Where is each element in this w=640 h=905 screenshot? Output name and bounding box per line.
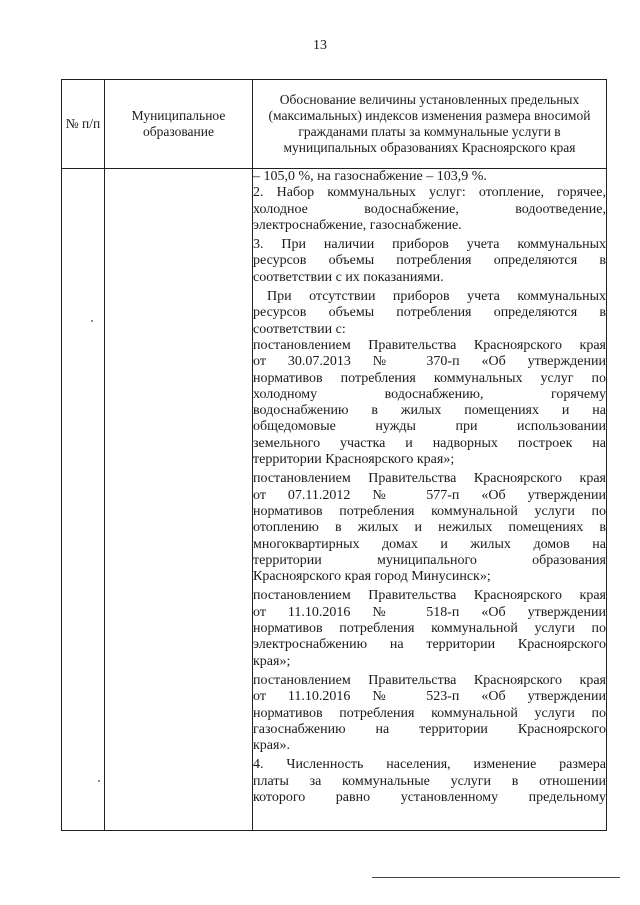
justification-text	[253, 169, 606, 806]
text-line: постановлением Правительства Красноярского края	[253, 471, 606, 487]
text-line: края»;	[253, 653, 291, 669]
text-line: нормативов потребления коммунальных услуг по	[253, 370, 606, 386]
text-line: электроснабжению на территории Красноярского	[253, 637, 606, 653]
text-line: нормативов потребления коммунальной услуги по	[253, 705, 606, 721]
text-line: от 11.10.2016 № 523-п «Об утверждении	[253, 689, 606, 705]
text-line: постановлением Правительства Красноярского края	[253, 588, 606, 604]
header-municipality: Муниципальное образование	[105, 80, 253, 169]
text-line: соответствии с их показаниями.	[253, 269, 444, 285]
page-number: 13	[313, 38, 327, 53]
text-line: Красноярского края город Минусинск»;	[253, 569, 491, 585]
text-line: от 07.11.2012 № 577-п «Об утверждении	[253, 487, 606, 503]
scan-speck	[91, 320, 93, 322]
row-municipality-cell	[105, 169, 253, 831]
justification-table	[61, 79, 607, 831]
text-line: нормативов потребления коммунальной услуги по	[253, 621, 606, 637]
bottom-rule	[372, 877, 620, 878]
text-line: 4. Численность населения, изменение размера	[253, 757, 606, 773]
row-justification-cell	[253, 169, 607, 831]
text-line: 3. При наличии приборов учета коммунальных	[253, 237, 606, 253]
text-line: ресурсов объемы потребления определяются в	[253, 253, 606, 269]
text-line: постановлением Правительства Красноярского края	[253, 337, 606, 353]
header-number: № п/п	[62, 80, 105, 169]
text-line: – 105,0 %, на газоснабжение – 103,9 %.	[253, 169, 487, 184]
text-line: При отсутствии приборов учета коммунальных	[267, 289, 606, 305]
text-line: многоквартирных домах и жилых домов на	[253, 536, 606, 552]
text-line: земельного участка и надворных построек на	[253, 435, 606, 451]
text-line: 2. Набор коммунальных услуг: отопление, горячее,	[253, 185, 606, 201]
table-row	[62, 169, 607, 831]
text-line: ресурсов объемы потребления определяются в	[253, 305, 606, 321]
text-line: края».	[253, 738, 290, 754]
text-line: отоплению в жилых и нежилых помещениях в	[253, 520, 606, 536]
text-line: от 30.07.2013 № 370-п «Об утверждении	[253, 354, 606, 370]
text-line: газоснабжению на территории Красноярского	[253, 721, 606, 737]
text-line: водоснабжению в жилых помещениях и на	[253, 403, 606, 419]
header-justification: Обоснование величины установленных предельных (максимальных) индексов изменения размера вносимой гражданами платы за коммунальные услуги в муниципальных образованиях Красноярского края	[253, 80, 607, 169]
text-line: территории муниципального образования	[253, 552, 606, 568]
text-line: нормативов потребления коммунальной услуги по	[253, 503, 606, 519]
text-line: холодному водоснабжению, горячему	[253, 386, 606, 402]
table-header-row	[62, 80, 607, 169]
text-line: которого равно установленному предельному	[253, 789, 606, 805]
scan-speck	[98, 780, 100, 782]
text-line: электроснабжение, газоснабжение.	[253, 217, 462, 233]
text-line: соответствии с:	[253, 321, 346, 337]
text-line: общедомовые нужды при использовании	[253, 419, 606, 435]
text-line: территории Красноярского края»;	[253, 452, 455, 468]
text-line: холодное водоснабжение, водоотведение,	[253, 201, 606, 217]
text-line: от 11.10.2016 № 518-п «Об утверждении	[253, 604, 606, 620]
text-line: постановлением Правительства Красноярского края	[253, 672, 606, 688]
text-line: платы за коммунальные услуги в отношении	[253, 773, 606, 789]
row-number-cell	[62, 169, 105, 831]
